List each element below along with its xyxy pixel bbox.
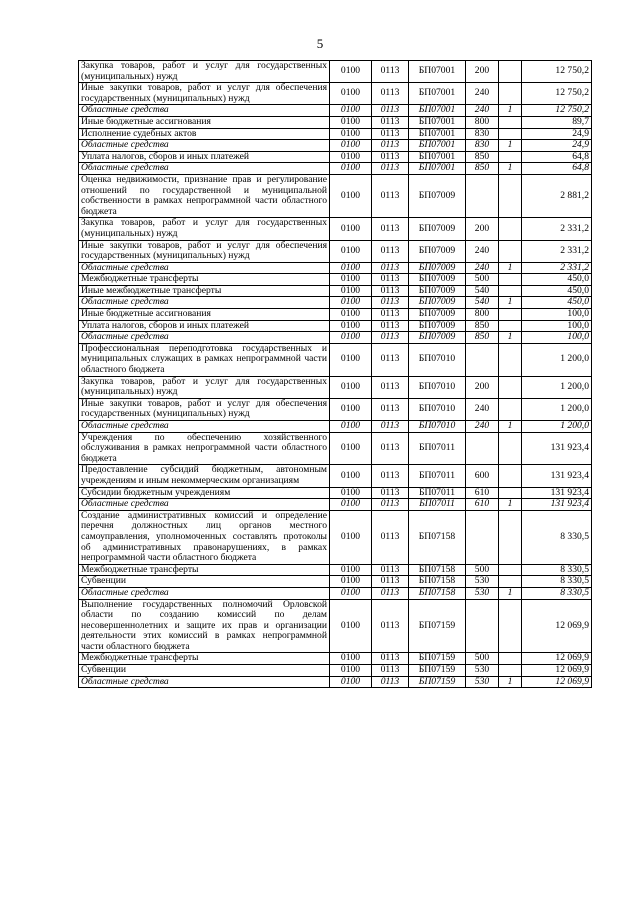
row-name-cell: Выполнение государственных полномочий Орловской области по созданию комиссий по делам несовершеннолетних и защите их прав и организации деятельности этих комиссий в рамках непрограммной части областного бюджета [79, 599, 330, 653]
subsection-code-cell: 0113 [372, 376, 409, 398]
row-name-cell: Создание административных комиссий и определение перечня должностных лиц органов местного самоуправления, уполномоченных составлять протоколы об административных правонарушениях, в рамках непрограммной части областного бюджета [79, 510, 330, 564]
section-code-cell: 0100 [330, 587, 372, 599]
amount-cell: 12 069,9 [522, 676, 592, 688]
funding-source-cell: 1 [499, 163, 522, 175]
row-name-cell: Исполнение судебных актов [79, 128, 330, 140]
subsection-code-cell: 0113 [372, 465, 409, 487]
section-code-cell: 0100 [330, 510, 372, 564]
row-name-cell: Субвенции [79, 665, 330, 677]
subsection-code-cell: 0113 [372, 576, 409, 588]
expense-type-cell [466, 174, 499, 217]
funding-source-cell [499, 653, 522, 665]
expense-type-cell: 500 [466, 653, 499, 665]
subsection-code-cell: 0113 [372, 297, 409, 309]
target-article-cell: БП07159 [409, 653, 466, 665]
amount-cell: 131 923,4 [522, 499, 592, 511]
expense-type-cell: 200 [466, 61, 499, 83]
table-row [79, 564, 592, 576]
target-article-cell: БП07159 [409, 599, 466, 653]
expense-type-cell: 240 [466, 398, 499, 420]
section-code-cell: 0100 [330, 676, 372, 688]
funding-source-cell [499, 83, 522, 105]
subsection-code-cell: 0113 [372, 499, 409, 511]
table-row [79, 465, 592, 487]
amount-cell: 8 330,5 [522, 510, 592, 564]
table-row [79, 140, 592, 152]
subsection-code-cell: 0113 [372, 140, 409, 152]
expense-type-cell [466, 343, 499, 376]
target-article-cell: БП07001 [409, 151, 466, 163]
target-article-cell: БП07009 [409, 218, 466, 240]
expense-type-cell: 540 [466, 297, 499, 309]
section-code-cell: 0100 [330, 116, 372, 128]
target-article-cell: БП07001 [409, 83, 466, 105]
table-row [79, 61, 592, 83]
target-article-cell: БП07009 [409, 262, 466, 274]
table-row [79, 285, 592, 297]
row-name-cell: Закупка товаров, работ и услуг для государственных (муниципальных) нужд [79, 376, 330, 398]
table-row [79, 128, 592, 140]
row-name-cell: Межбюджетные трансферты [79, 274, 330, 286]
funding-source-cell [499, 665, 522, 677]
expense-type-cell: 200 [466, 218, 499, 240]
subsection-code-cell: 0113 [372, 61, 409, 83]
funding-source-cell [499, 61, 522, 83]
amount-cell: 450,0 [522, 285, 592, 297]
amount-cell: 12 750,2 [522, 83, 592, 105]
subsection-code-cell: 0113 [372, 398, 409, 420]
funding-source-cell: 1 [499, 499, 522, 511]
funding-source-cell: 1 [499, 297, 522, 309]
funding-source-cell [499, 274, 522, 286]
table-row [79, 376, 592, 398]
subsection-code-cell: 0113 [372, 665, 409, 677]
expense-type-cell: 610 [466, 499, 499, 511]
expense-type-cell: 200 [466, 376, 499, 398]
expense-type-cell [466, 599, 499, 653]
funding-source-cell [499, 510, 522, 564]
funding-source-cell [499, 432, 522, 465]
funding-source-cell: 1 [499, 140, 522, 152]
amount-cell: 12 750,2 [522, 105, 592, 117]
target-article-cell: БП07010 [409, 343, 466, 376]
target-article-cell: БП07011 [409, 499, 466, 511]
row-name-cell: Иные закупки товаров, работ и услуг для обеспечения государственных (муниципальных) нужд [79, 398, 330, 420]
target-article-cell: БП07009 [409, 285, 466, 297]
row-name-cell: Иные межбюджетные трансферты [79, 285, 330, 297]
expense-type-cell [466, 510, 499, 564]
budget-table [78, 60, 592, 688]
target-article-cell: БП07009 [409, 240, 466, 262]
target-article-cell: БП07009 [409, 320, 466, 332]
section-code-cell: 0100 [330, 599, 372, 653]
target-article-cell: БП07009 [409, 297, 466, 309]
target-article-cell: БП07158 [409, 564, 466, 576]
subsection-code-cell: 0113 [372, 564, 409, 576]
row-name-cell: Учреждения по обеспечению хозяйственного обслуживания в рамках непрограммной части областного бюджета [79, 432, 330, 465]
row-name-cell: Областные средства [79, 332, 330, 344]
expense-type-cell: 830 [466, 140, 499, 152]
section-code-cell: 0100 [330, 576, 372, 588]
table-row [79, 274, 592, 286]
target-article-cell: БП07011 [409, 487, 466, 499]
amount-cell: 2 331,2 [522, 240, 592, 262]
section-code-cell: 0100 [330, 653, 372, 665]
funding-source-cell [499, 465, 522, 487]
expense-type-cell: 530 [466, 665, 499, 677]
expense-type-cell: 600 [466, 465, 499, 487]
expense-type-cell: 240 [466, 105, 499, 117]
funding-source-cell [499, 343, 522, 376]
section-code-cell: 0100 [330, 332, 372, 344]
section-code-cell: 0100 [330, 398, 372, 420]
amount-cell: 2 331,2 [522, 218, 592, 240]
amount-cell: 131 923,4 [522, 432, 592, 465]
amount-cell: 8 330,5 [522, 587, 592, 599]
subsection-code-cell: 0113 [372, 105, 409, 117]
amount-cell: 100,0 [522, 320, 592, 332]
table-row [79, 653, 592, 665]
row-name-cell: Областные средства [79, 105, 330, 117]
row-name-cell: Иные закупки товаров, работ и услуг для обеспечения государственных (муниципальных) нужд [79, 83, 330, 105]
row-name-cell: Субвенции [79, 576, 330, 588]
expense-type-cell: 500 [466, 564, 499, 576]
subsection-code-cell: 0113 [372, 240, 409, 262]
funding-source-cell [499, 174, 522, 217]
section-code-cell: 0100 [330, 262, 372, 274]
amount-cell: 12 750,2 [522, 61, 592, 83]
table-row [79, 240, 592, 262]
subsection-code-cell: 0113 [372, 487, 409, 499]
amount-cell: 24,9 [522, 128, 592, 140]
table-row [79, 218, 592, 240]
funding-source-cell [499, 309, 522, 321]
row-name-cell: Субсидии бюджетным учреждениям [79, 487, 330, 499]
section-code-cell: 0100 [330, 297, 372, 309]
row-name-cell: Межбюджетные трансферты [79, 564, 330, 576]
funding-source-cell [499, 128, 522, 140]
subsection-code-cell: 0113 [372, 83, 409, 105]
table-row [79, 116, 592, 128]
funding-source-cell [499, 151, 522, 163]
expense-type-cell: 530 [466, 587, 499, 599]
table-row [79, 676, 592, 688]
table-row [79, 309, 592, 321]
section-code-cell: 0100 [330, 163, 372, 175]
section-code-cell: 0100 [330, 465, 372, 487]
row-name-cell: Закупка товаров, работ и услуг для государственных (муниципальных) нужд [79, 61, 330, 83]
expense-type-cell: 530 [466, 676, 499, 688]
subsection-code-cell: 0113 [372, 163, 409, 175]
subsection-code-cell: 0113 [372, 587, 409, 599]
table-row [79, 510, 592, 564]
subsection-code-cell: 0113 [372, 262, 409, 274]
section-code-cell: 0100 [330, 140, 372, 152]
section-code-cell: 0100 [330, 564, 372, 576]
target-article-cell: БП07009 [409, 309, 466, 321]
section-code-cell: 0100 [330, 487, 372, 499]
section-code-cell: 0100 [330, 240, 372, 262]
table-row [79, 421, 592, 433]
funding-source-cell: 1 [499, 332, 522, 344]
table-row [79, 297, 592, 309]
expense-type-cell: 850 [466, 163, 499, 175]
subsection-code-cell: 0113 [372, 421, 409, 433]
funding-source-cell [499, 576, 522, 588]
expense-type-cell: 240 [466, 421, 499, 433]
funding-source-cell [499, 599, 522, 653]
table-row [79, 665, 592, 677]
table-row [79, 83, 592, 105]
funding-source-cell [499, 116, 522, 128]
section-code-cell: 0100 [330, 320, 372, 332]
section-code-cell: 0100 [330, 83, 372, 105]
table-row [79, 151, 592, 163]
table-row [79, 105, 592, 117]
table-row [79, 432, 592, 465]
amount-cell: 100,0 [522, 332, 592, 344]
section-code-cell: 0100 [330, 432, 372, 465]
row-name-cell: Уплата налогов, сборов и иных платежей [79, 320, 330, 332]
subsection-code-cell: 0113 [372, 676, 409, 688]
row-name-cell: Иные закупки товаров, работ и услуг для обеспечения государственных (муниципальных) нужд [79, 240, 330, 262]
amount-cell: 450,0 [522, 274, 592, 286]
row-name-cell: Иные бюджетные ассигнования [79, 309, 330, 321]
section-code-cell: 0100 [330, 61, 372, 83]
section-code-cell: 0100 [330, 499, 372, 511]
amount-cell: 64,8 [522, 151, 592, 163]
target-article-cell: БП07158 [409, 587, 466, 599]
subsection-code-cell: 0113 [372, 309, 409, 321]
expense-type-cell: 850 [466, 332, 499, 344]
row-name-cell: Областные средства [79, 140, 330, 152]
section-code-cell: 0100 [330, 309, 372, 321]
target-article-cell: БП07009 [409, 274, 466, 286]
amount-cell: 1 200,0 [522, 376, 592, 398]
row-name-cell: Областные средства [79, 262, 330, 274]
funding-source-cell: 1 [499, 262, 522, 274]
subsection-code-cell: 0113 [372, 432, 409, 465]
amount-cell: 12 069,9 [522, 665, 592, 677]
amount-cell: 8 330,5 [522, 576, 592, 588]
section-code-cell: 0100 [330, 285, 372, 297]
row-name-cell: Областные средства [79, 676, 330, 688]
target-article-cell: БП07001 [409, 105, 466, 117]
row-name-cell: Уплата налогов, сборов и иных платежей [79, 151, 330, 163]
table-row [79, 576, 592, 588]
subsection-code-cell: 0113 [372, 599, 409, 653]
funding-source-cell [499, 218, 522, 240]
row-name-cell: Закупка товаров, работ и услуг для государственных (муниципальных) нужд [79, 218, 330, 240]
table-row [79, 332, 592, 344]
target-article-cell: БП07159 [409, 676, 466, 688]
expense-type-cell: 850 [466, 151, 499, 163]
row-name-cell: Областные средства [79, 163, 330, 175]
amount-cell: 2 331,2 [522, 262, 592, 274]
section-code-cell: 0100 [330, 343, 372, 376]
row-name-cell: Иные бюджетные ассигнования [79, 116, 330, 128]
expense-type-cell: 500 [466, 274, 499, 286]
subsection-code-cell: 0113 [372, 174, 409, 217]
expense-type-cell: 530 [466, 576, 499, 588]
funding-source-cell [499, 487, 522, 499]
row-name-cell: Межбюджетные трансферты [79, 653, 330, 665]
amount-cell: 24,9 [522, 140, 592, 152]
amount-cell: 131 923,4 [522, 487, 592, 499]
target-article-cell: БП07001 [409, 116, 466, 128]
subsection-code-cell: 0113 [372, 653, 409, 665]
expense-type-cell: 800 [466, 116, 499, 128]
funding-source-cell: 1 [499, 676, 522, 688]
subsection-code-cell: 0113 [372, 320, 409, 332]
page-number: 5 [316, 36, 324, 51]
funding-source-cell [499, 285, 522, 297]
table-row [79, 398, 592, 420]
subsection-code-cell: 0113 [372, 510, 409, 564]
section-code-cell: 0100 [330, 151, 372, 163]
expense-type-cell: 800 [466, 309, 499, 321]
budget-table-body [79, 61, 592, 688]
table-row [79, 343, 592, 376]
amount-cell: 1 200,0 [522, 343, 592, 376]
row-name-cell: Областные средства [79, 421, 330, 433]
amount-cell: 131 923,4 [522, 465, 592, 487]
section-code-cell: 0100 [330, 105, 372, 117]
table-row [79, 320, 592, 332]
subsection-code-cell: 0113 [372, 343, 409, 376]
funding-source-cell [499, 376, 522, 398]
section-code-cell: 0100 [330, 665, 372, 677]
subsection-code-cell: 0113 [372, 151, 409, 163]
amount-cell: 12 069,9 [522, 653, 592, 665]
row-name-cell: Областные средства [79, 587, 330, 599]
table-row [79, 487, 592, 499]
amount-cell: 450,0 [522, 297, 592, 309]
amount-cell: 100,0 [522, 309, 592, 321]
target-article-cell: БП07011 [409, 432, 466, 465]
subsection-code-cell: 0113 [372, 285, 409, 297]
target-article-cell: БП07011 [409, 465, 466, 487]
target-article-cell: БП07010 [409, 398, 466, 420]
expense-type-cell [466, 432, 499, 465]
target-article-cell: БП07001 [409, 163, 466, 175]
table-row [79, 163, 592, 175]
target-article-cell: БП07158 [409, 576, 466, 588]
table-row [79, 174, 592, 217]
table-row [79, 499, 592, 511]
target-article-cell: БП07001 [409, 140, 466, 152]
row-name-cell: Оценка недвижимости, признание прав и регулирование отношений по государственной и муниципальной собственности в рамках непрограммной части областного бюджета [79, 174, 330, 217]
expense-type-cell: 540 [466, 285, 499, 297]
expense-type-cell: 240 [466, 262, 499, 274]
table-row [79, 587, 592, 599]
section-code-cell: 0100 [330, 376, 372, 398]
amount-cell: 12 069,9 [522, 599, 592, 653]
amount-cell: 64,8 [522, 163, 592, 175]
expense-type-cell: 610 [466, 487, 499, 499]
row-name-cell: Областные средства [79, 297, 330, 309]
row-name-cell: Профессиональная переподготовка государственных и муниципальных служащих в рамках непрограммной части областного бюджета [79, 343, 330, 376]
funding-source-cell [499, 240, 522, 262]
amount-cell: 2 881,2 [522, 174, 592, 217]
funding-source-cell [499, 398, 522, 420]
amount-cell: 89,7 [522, 116, 592, 128]
amount-cell: 8 330,5 [522, 564, 592, 576]
subsection-code-cell: 0113 [372, 116, 409, 128]
funding-source-cell: 1 [499, 587, 522, 599]
expense-type-cell: 850 [466, 320, 499, 332]
funding-source-cell [499, 320, 522, 332]
subsection-code-cell: 0113 [372, 218, 409, 240]
subsection-code-cell: 0113 [372, 332, 409, 344]
target-article-cell: БП07010 [409, 421, 466, 433]
funding-source-cell: 1 [499, 105, 522, 117]
target-article-cell: БП07010 [409, 376, 466, 398]
expense-type-cell: 830 [466, 128, 499, 140]
table-row [79, 262, 592, 274]
target-article-cell: БП07158 [409, 510, 466, 564]
target-article-cell: БП07159 [409, 665, 466, 677]
target-article-cell: БП07001 [409, 61, 466, 83]
target-article-cell: БП07001 [409, 128, 466, 140]
section-code-cell: 0100 [330, 218, 372, 240]
funding-source-cell: 1 [499, 421, 522, 433]
funding-source-cell [499, 564, 522, 576]
section-code-cell: 0100 [330, 274, 372, 286]
target-article-cell: БП07009 [409, 174, 466, 217]
target-article-cell: БП07009 [409, 332, 466, 344]
row-name-cell: Областные средства [79, 499, 330, 511]
section-code-cell: 0100 [330, 421, 372, 433]
section-code-cell: 0100 [330, 174, 372, 217]
expense-type-cell: 240 [466, 83, 499, 105]
row-name-cell: Предоставление субсидий бюджетным, автономным учреждениям и иным некоммерческим организациям [79, 465, 330, 487]
subsection-code-cell: 0113 [372, 128, 409, 140]
section-code-cell: 0100 [330, 128, 372, 140]
amount-cell: 1 200,0 [522, 398, 592, 420]
amount-cell: 1 200,0 [522, 421, 592, 433]
expense-type-cell: 240 [466, 240, 499, 262]
subsection-code-cell: 0113 [372, 274, 409, 286]
table-row [79, 599, 592, 653]
